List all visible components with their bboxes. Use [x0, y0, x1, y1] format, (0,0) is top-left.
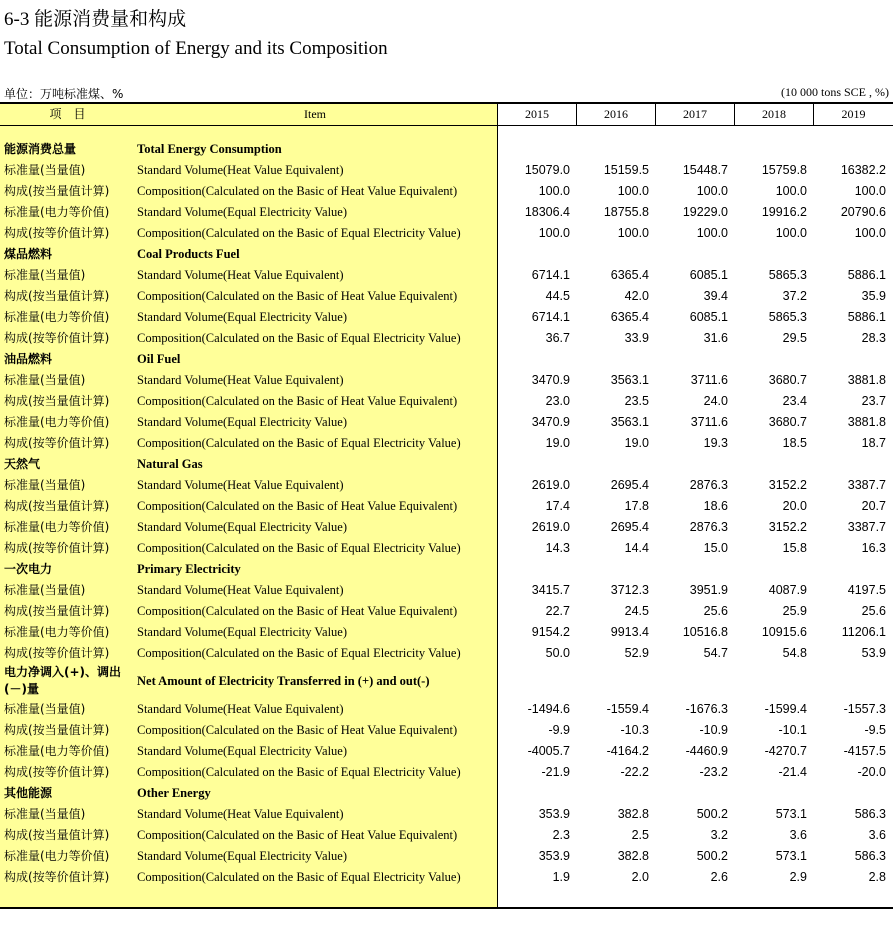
value-cell-2015: 14.3 [545, 541, 570, 555]
value-cell-2018: -10.1 [778, 723, 807, 737]
table-row [0, 286, 893, 307]
table-row [0, 181, 893, 202]
value-cell-2016: 14.4 [624, 541, 649, 555]
table-row [0, 867, 893, 888]
row-label-cn: 构成(按等价值计算) [4, 331, 110, 345]
value-cell-2018: 23.4 [782, 394, 807, 408]
value-cell-2019: 11206.1 [841, 625, 886, 639]
value-cell-2015: 6714.1 [531, 268, 570, 282]
value-cell-2016: 100.0 [617, 226, 649, 240]
value-cell-2018: -1599.4 [764, 702, 807, 716]
table-row [0, 496, 893, 517]
value-cell-2017: 31.6 [703, 331, 728, 345]
table-row [0, 307, 893, 328]
table-row [0, 370, 893, 391]
value-cell-2018: 37.2 [782, 289, 807, 303]
value-cell-2018: 3.6 [789, 828, 807, 842]
value-cell-2016: -10.3 [620, 723, 649, 737]
row-label-cn: 电力净调入(+)、调出(－)量 [4, 665, 122, 696]
value-cell-2018: 100.0 [775, 184, 807, 198]
row-label-en: Composition(Calculated on the Basic of Equal Electricity Value) [137, 646, 461, 660]
value-cell-2015: 6714.1 [531, 310, 570, 324]
table-row [0, 601, 893, 622]
value-cell-2015: 100.0 [538, 226, 570, 240]
table-bottom-rule [0, 907, 893, 909]
value-cell-2015: -9.9 [548, 723, 570, 737]
value-cell-2016: 382.8 [617, 807, 649, 821]
category-heading-row [0, 454, 893, 475]
row-label-en: Standard Volume(Heat Value Equivalent) [137, 478, 344, 492]
row-label-cn: 标准量(当量值) [4, 268, 86, 282]
row-label-en: Composition(Calculated on the Basic of Heat Value Equivalent) [137, 828, 458, 842]
row-label-cn: 标准量(当量值) [4, 163, 86, 177]
value-cell-2018: 573.1 [775, 849, 807, 863]
row-label-cn: 构成(按当量值计算) [4, 184, 110, 198]
value-cell-2019: 23.7 [861, 394, 886, 408]
value-cell-2017: 6085.1 [689, 268, 728, 282]
value-cell-2017: 18.6 [703, 499, 728, 513]
value-cell-2015: 3470.9 [531, 373, 570, 387]
row-label-en: Standard Volume(Equal Electricity Value) [137, 310, 348, 324]
value-cell-2015: -4005.7 [527, 744, 570, 758]
row-label-cn: 标准量(电力等价值) [4, 849, 110, 863]
value-cell-2015: 50.0 [545, 646, 570, 660]
row-label-cn: 标准量(电力等价值) [4, 415, 110, 429]
row-label-cn: 标准量(电力等价值) [4, 744, 110, 758]
row-label-cn: 标准量(当量值) [4, 583, 86, 597]
value-cell-2017: 19229.0 [682, 205, 728, 219]
row-label-en: Standard Volume(Equal Electricity Value) [137, 205, 348, 219]
row-label-en: Natural Gas [137, 457, 203, 471]
value-cell-2017: -23.2 [699, 765, 728, 779]
value-cell-2019: 5886.1 [847, 310, 886, 324]
row-label-cn: 构成(按等价值计算) [4, 541, 110, 555]
value-cell-2017: -10.9 [699, 723, 728, 737]
value-cell-2018: 4087.9 [768, 583, 807, 597]
value-cell-2016: 23.5 [624, 394, 649, 408]
value-cell-2017: 39.4 [703, 289, 728, 303]
value-cell-2016: 2695.4 [610, 478, 649, 492]
row-label-cn: 构成(按等价值计算) [4, 870, 110, 884]
value-cell-2016: 382.8 [617, 849, 649, 863]
table-row [0, 699, 893, 720]
row-label-cn: 其他能源 [4, 786, 53, 800]
value-cell-2017: 100.0 [696, 184, 728, 198]
value-cell-2017: 3711.6 [690, 373, 728, 387]
value-cell-2018: 100.0 [775, 226, 807, 240]
row-label-cn: 标准量(电力等价值) [4, 520, 110, 534]
value-cell-2018: 3152.2 [768, 478, 807, 492]
value-cell-2018: 573.1 [775, 807, 807, 821]
value-cell-2018: 19916.2 [761, 205, 807, 219]
value-cell-2018: 2.9 [789, 870, 807, 884]
row-label-en: Standard Volume(Heat Value Equivalent) [137, 702, 344, 716]
value-cell-2017: -1676.3 [685, 702, 728, 716]
row-label-en: Standard Volume(Equal Electricity Value) [137, 744, 348, 758]
value-cell-2016: 3563.1 [610, 373, 649, 387]
value-cell-2019: 5886.1 [847, 268, 886, 282]
value-cell-2016: -22.2 [620, 765, 649, 779]
table-row [0, 643, 893, 664]
table-row [0, 580, 893, 601]
row-label-en: Standard Volume(Heat Value Equivalent) [137, 163, 344, 177]
value-cell-2019: 18.7 [861, 436, 886, 450]
row-label-cn: 构成(按当量值计算) [4, 723, 110, 737]
header-bottom-rule [0, 125, 893, 126]
value-cell-2018: 29.5 [782, 331, 807, 345]
value-cell-2017: 25.6 [703, 604, 728, 618]
row-label-cn: 构成(按当量值计算) [4, 604, 110, 618]
row-label-cn: 构成(按当量值计算) [4, 828, 110, 842]
row-label-cn: 标准量(当量值) [4, 807, 86, 821]
value-cell-2018: -4270.7 [764, 744, 807, 758]
value-cell-2016: 15159.5 [603, 163, 649, 177]
value-cell-2016: 52.9 [624, 646, 649, 660]
value-cell-2018: 3680.7 [768, 373, 807, 387]
row-label-en: Standard Volume(Heat Value Equivalent) [137, 268, 344, 282]
table-row [0, 265, 893, 286]
value-cell-2018: 54.8 [782, 646, 807, 660]
category-heading-row [0, 244, 893, 265]
value-cell-2015: 23.0 [545, 394, 570, 408]
value-cell-2017: 2876.3 [689, 520, 728, 534]
row-label-en: Composition(Calculated on the Basic of Heat Value Equivalent) [137, 184, 458, 198]
row-label-en: Other Energy [137, 786, 211, 800]
value-cell-2015: -1494.6 [527, 702, 570, 716]
value-cell-2017: 15448.7 [682, 163, 728, 177]
row-label-en: Standard Volume(Heat Value Equivalent) [137, 583, 344, 597]
value-cell-2015: 9154.2 [531, 625, 570, 639]
value-cell-2019: 25.6 [861, 604, 886, 618]
row-label-en: Net Amount of Electricity Transferred in (+) and out(-) [137, 674, 430, 688]
value-cell-2015: -21.9 [541, 765, 570, 779]
value-cell-2018: 3152.2 [768, 520, 807, 534]
table-row [0, 741, 893, 762]
value-cell-2015: 100.0 [538, 184, 570, 198]
row-label-en: Composition(Calculated on the Basic of Heat Value Equivalent) [137, 604, 458, 618]
value-cell-2017: 500.2 [696, 849, 728, 863]
value-cell-2018: 10915.6 [761, 625, 807, 639]
table-row [0, 475, 893, 496]
value-cell-2018: 5865.3 [768, 310, 807, 324]
value-cell-2016: 3712.3 [610, 583, 649, 597]
table-row [0, 762, 893, 783]
table-row [0, 846, 893, 867]
category-heading-row [0, 349, 893, 370]
row-label-en: Primary Electricity [137, 562, 241, 576]
value-cell-2019: 28.3 [861, 331, 886, 345]
value-cell-2019: 2.8 [868, 870, 886, 884]
value-cell-2015: 18306.4 [524, 205, 570, 219]
value-cell-2016: 18755.8 [603, 205, 649, 219]
header-year-2017: 2017 [683, 107, 707, 121]
value-cell-2015: 353.9 [538, 849, 570, 863]
category-heading-row [0, 559, 893, 580]
row-label-cn: 标准量(电力等价值) [4, 205, 110, 219]
value-cell-2019: 3.6 [868, 828, 886, 842]
row-label-en: Oil Fuel [137, 352, 181, 366]
row-label-cn: 标准量(当量值) [4, 478, 86, 492]
value-cell-2017: 100.0 [696, 226, 728, 240]
table-row [0, 622, 893, 643]
value-cell-2019: 35.9 [861, 289, 886, 303]
value-cell-2017: 10516.8 [682, 625, 728, 639]
row-label-cn: 能源消费总量 [4, 142, 77, 156]
header-year-2019: 2019 [841, 107, 866, 121]
value-cell-2019: -9.5 [864, 723, 886, 737]
unit-label-chinese: 单位：万吨标准煤、% [4, 87, 124, 101]
table-row [0, 412, 893, 433]
value-cell-2017: 500.2 [696, 807, 728, 821]
value-cell-2017: 54.7 [703, 646, 728, 660]
value-cell-2019: -1557.3 [843, 702, 886, 716]
value-cell-2015: 19.0 [545, 436, 570, 450]
value-cell-2019: 4197.5 [847, 583, 886, 597]
value-cell-2017: 6085.1 [689, 310, 728, 324]
value-cell-2016: 17.8 [624, 499, 649, 513]
value-cell-2016: -1559.4 [606, 702, 649, 716]
header-year-2018: 2018 [762, 107, 786, 121]
row-label-cn: 构成(按等价值计算) [4, 226, 110, 240]
row-label-cn: 油品燃料 [4, 352, 53, 366]
row-label-cn: 构成(按当量值计算) [4, 394, 110, 408]
row-label-en: Composition(Calculated on the Basic of Equal Electricity Value) [137, 331, 461, 345]
value-cell-2017: 19.3 [703, 436, 728, 450]
value-cell-2018: 15759.8 [761, 163, 807, 177]
value-cell-2018: 15.8 [782, 541, 807, 555]
table-row [0, 223, 893, 244]
value-cell-2019: 3387.7 [847, 478, 886, 492]
value-cell-2019: 100.0 [854, 184, 886, 198]
row-label-en: Standard Volume(Equal Electricity Value) [137, 415, 348, 429]
row-label-cn: 构成(按等价值计算) [4, 765, 110, 779]
header-year-2016: 2016 [604, 107, 628, 121]
value-cell-2015: 36.7 [545, 331, 570, 345]
value-cell-2016: 2695.4 [610, 520, 649, 534]
table-row [0, 391, 893, 412]
value-cell-2017: 24.0 [703, 394, 728, 408]
value-cell-2018: 3680.7 [768, 415, 807, 429]
value-cell-2016: 2.0 [631, 870, 649, 884]
value-cell-2019: 100.0 [854, 226, 886, 240]
row-label-en: Standard Volume(Equal Electricity Value) [137, 849, 348, 863]
value-cell-2017: 3951.9 [689, 583, 728, 597]
table-title-chinese: 6-3 能源消费量和构成 [4, 9, 187, 30]
row-label-cn: 煤品燃料 [4, 247, 53, 261]
row-label-en: Composition(Calculated on the Basic of Equal Electricity Value) [137, 541, 461, 555]
value-cell-2015: 22.7 [545, 604, 570, 618]
table-row [0, 517, 893, 538]
row-label-en: Standard Volume(Equal Electricity Value) [137, 625, 348, 639]
value-cell-2017: -4460.9 [685, 744, 728, 758]
value-cell-2019: 3881.8 [847, 373, 886, 387]
value-cell-2015: 353.9 [538, 807, 570, 821]
value-cell-2019: 20790.6 [840, 205, 886, 219]
value-cell-2015: 1.9 [552, 870, 570, 884]
table-row [0, 160, 893, 181]
value-cell-2016: 42.0 [624, 289, 649, 303]
value-cell-2015: 2.3 [552, 828, 570, 842]
row-label-en: Composition(Calculated on the Basic of Heat Value Equivalent) [137, 289, 458, 303]
value-cell-2018: 5865.3 [768, 268, 807, 282]
value-cell-2016: 6365.4 [610, 268, 649, 282]
value-cell-2019: -4157.5 [843, 744, 886, 758]
row-label-cn: 标准量(当量值) [4, 702, 86, 716]
table-row [0, 328, 893, 349]
value-cell-2019: 16.3 [861, 541, 886, 555]
row-label-en: Composition(Calculated on the Basic of Equal Electricity Value) [137, 870, 461, 884]
value-cell-2015: 15079.0 [524, 163, 570, 177]
value-cell-2018: 25.9 [782, 604, 807, 618]
value-cell-2019: 586.3 [854, 849, 886, 863]
row-label-cn: 构成(按当量值计算) [4, 499, 110, 513]
table-row [0, 804, 893, 825]
row-label-cn: 天然气 [4, 457, 41, 471]
header-item-cn: 项 目 [49, 107, 86, 121]
row-label-cn: 标准量(电力等价值) [4, 310, 110, 324]
value-cell-2019: 586.3 [854, 807, 886, 821]
value-cell-2018: 18.5 [782, 436, 807, 450]
category-heading-row [0, 139, 893, 160]
table-row [0, 538, 893, 559]
value-cell-2015: 17.4 [545, 499, 570, 513]
table-title-english: Total Consumption of Energy and its Composition [4, 38, 388, 59]
value-cell-2015: 2619.0 [531, 520, 570, 534]
value-cell-2019: -20.0 [857, 765, 886, 779]
row-label-en: Composition(Calculated on the Basic of Equal Electricity Value) [137, 226, 461, 240]
value-cell-2019: 53.9 [861, 646, 886, 660]
unit-label-english: (10 000 tons SCE , %) [781, 85, 889, 99]
header-item-en: Item [304, 107, 326, 121]
value-cell-2017: 3.2 [710, 828, 728, 842]
value-cell-2015: 3415.7 [531, 583, 570, 597]
value-cell-2015: 44.5 [545, 289, 570, 303]
row-label-en: Total Energy Consumption [137, 142, 282, 156]
row-label-en: Standard Volume(Heat Value Equivalent) [137, 373, 344, 387]
value-cell-2017: 2876.3 [689, 478, 728, 492]
row-label-cn: 标准量(电力等价值) [4, 625, 110, 639]
value-cell-2016: 3563.1 [610, 415, 649, 429]
table-row [0, 720, 893, 741]
row-label-cn: 构成(按等价值计算) [4, 646, 110, 660]
row-label-en: Coal Products Fuel [137, 247, 240, 261]
row-label-en: Composition(Calculated on the Basic of Heat Value Equivalent) [137, 394, 458, 408]
row-label-cn: 一次电力 [4, 562, 53, 576]
table-row [0, 433, 893, 454]
table-body [0, 139, 893, 888]
value-cell-2016: -4164.2 [606, 744, 649, 758]
table-row [0, 202, 893, 223]
table-row [0, 825, 893, 846]
category-heading-row [0, 783, 893, 804]
value-cell-2016: 9913.4 [610, 625, 649, 639]
row-label-en: Composition(Calculated on the Basic of Heat Value Equivalent) [137, 723, 458, 737]
value-cell-2019: 20.7 [861, 499, 886, 513]
value-cell-2017: 15.0 [703, 541, 728, 555]
row-label-en: Standard Volume(Equal Electricity Value) [137, 520, 348, 534]
header-year-2015: 2015 [525, 107, 549, 121]
value-cell-2016: 24.5 [624, 604, 649, 618]
value-cell-2017: 3711.6 [690, 415, 728, 429]
category-heading-row [0, 664, 893, 699]
row-label-cn: 构成(按等价值计算) [4, 436, 110, 450]
value-cell-2017: 2.6 [710, 870, 728, 884]
value-cell-2016: 100.0 [617, 184, 649, 198]
value-cell-2019: 16382.2 [840, 163, 886, 177]
row-label-en: Composition(Calculated on the Basic of Heat Value Equivalent) [137, 499, 458, 513]
value-cell-2018: 20.0 [782, 499, 807, 513]
row-label-cn: 标准量(当量值) [4, 373, 86, 387]
value-cell-2016: 19.0 [624, 436, 649, 450]
value-cell-2016: 6365.4 [610, 310, 649, 324]
value-cell-2019: 3387.7 [847, 520, 886, 534]
row-label-en: Composition(Calculated on the Basic of Equal Electricity Value) [137, 765, 461, 779]
row-label-en: Standard Volume(Heat Value Equivalent) [137, 807, 344, 821]
row-label-en: Composition(Calculated on the Basic of Equal Electricity Value) [137, 436, 461, 450]
value-cell-2015: 3470.9 [531, 415, 570, 429]
value-cell-2015: 2619.0 [531, 478, 570, 492]
row-label-cn: 构成(按当量值计算) [4, 289, 110, 303]
value-cell-2018: -21.4 [778, 765, 807, 779]
value-cell-2019: 3881.8 [847, 415, 886, 429]
value-cell-2016: 2.5 [631, 828, 649, 842]
value-cell-2016: 33.9 [624, 331, 649, 345]
